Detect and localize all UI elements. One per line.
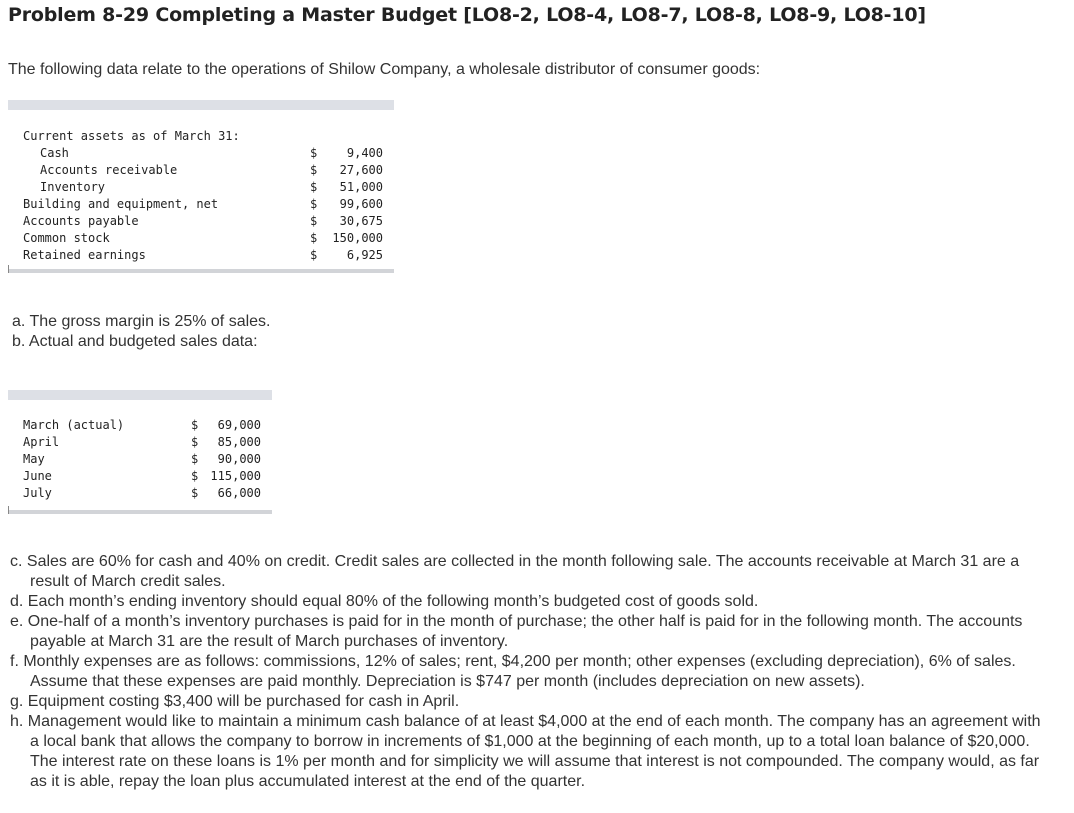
- row-amount: 85,000: [217, 435, 261, 449]
- row-label: June: [23, 469, 52, 483]
- row-label: Building and equipment, net: [23, 197, 219, 211]
- row-label: Current assets as of March 31:: [23, 129, 240, 143]
- table-row: [8, 485, 272, 502]
- note-f: f. Monthly expenses are as follows: commissions, 12% of sales; rent, $4,200 per month; other expenses (excluding depreciation), 6% of sales. Assume that these expenses are paid monthly. Depreciation is $747 per month (includes depreciation on new assets).: [10, 653, 1016, 690]
- table-row: [8, 247, 394, 264]
- table-row: [8, 434, 272, 451]
- dollar-sign: $: [310, 163, 318, 177]
- row-amount: 30,675: [339, 214, 383, 228]
- dollar-sign: $: [310, 197, 318, 211]
- dollar-sign: $: [310, 180, 318, 194]
- intro-text: The following data relate to the operations of Shilow Company, a wholesale distributor of consumer goods:: [8, 61, 761, 78]
- row-label: May: [23, 452, 45, 466]
- note-h: h. Management would like to maintain a minimum cash balance of at least $4,000 at the end of each month. The company has an agreement with a local bank that allows the company to borrow in increments of $1,000 at the beginning of each month, up to a total loan balance of $20,000. The interest rate on these loans is 1% per month and for simplicity we will assume that interest is not compounded. The company would, as far as it is able, repay the loan plus accumulated interest at the end of the quarter.: [10, 713, 1041, 790]
- note-g: g. Equipment costing $3,400 will be purchased for cash in April.: [10, 693, 460, 710]
- balance-table: [8, 100, 394, 273]
- table-row: [8, 451, 272, 468]
- dollar-sign: $: [310, 231, 318, 245]
- row-amount: 27,600: [339, 163, 383, 177]
- row-amount: 66,000: [217, 486, 261, 500]
- row-amount: 90,000: [217, 452, 261, 466]
- sales-table: [8, 390, 272, 514]
- row-label: March (actual): [23, 418, 125, 432]
- dollar-sign: $: [310, 248, 318, 262]
- dollar-sign: $: [191, 452, 199, 466]
- note-b: b. Actual and budgeted sales data:: [12, 333, 258, 350]
- note-a: a. The gross margin is 25% of sales.: [12, 313, 271, 330]
- table-row: [8, 230, 394, 247]
- note-c: c. Sales are 60% for cash and 40% on credit. Credit sales are collected in the month following sale. The accounts receivable at March 31 are a result of March credit sales.: [10, 553, 1020, 590]
- notes-a-b: [12, 312, 271, 352]
- table-row: [8, 468, 272, 485]
- dollar-sign: $: [191, 486, 199, 500]
- row-label: Common stock: [23, 231, 110, 245]
- row-label: Accounts payable: [23, 214, 139, 228]
- row-amount: 150,000: [332, 231, 383, 245]
- table-corner-mark: [8, 506, 9, 514]
- table-row: [8, 213, 394, 230]
- dollar-sign: $: [191, 435, 199, 449]
- table-row: [8, 162, 394, 179]
- problem-title: Problem 8-29 Completing a Master Budget [LO8-2, LO8-4, LO8-7, LO8-8, LO8-9, LO8-10]: [8, 4, 926, 26]
- row-label: Cash: [40, 146, 69, 160]
- dollar-sign: $: [191, 418, 199, 432]
- row-amount: 115,000: [210, 469, 261, 483]
- dollar-sign: $: [310, 214, 318, 228]
- row-label: July: [23, 486, 52, 500]
- note-e: e. One-half of a month’s inventory purchases is paid for in the month of purchase; the other half is paid for in the following month. The accounts payable at March 31 are the result of March purchases of inventory.: [10, 613, 1023, 650]
- note-d: d. Each month’s ending inventory should equal 80% of the following month’s budgeted cost of goods sold.: [10, 593, 759, 610]
- row-label: Retained earnings: [23, 248, 146, 262]
- row-amount: 99,600: [339, 197, 383, 211]
- dollar-sign: $: [191, 469, 199, 483]
- row-amount: 9,400: [346, 146, 383, 160]
- table-row: [8, 145, 394, 162]
- row-label: Accounts receivable: [40, 163, 178, 177]
- notes-list: [10, 552, 1050, 792]
- row-label: April: [23, 435, 60, 449]
- table-row: [8, 417, 272, 434]
- table-corner-mark: [8, 265, 9, 273]
- row-label: Inventory: [40, 180, 106, 194]
- table-row: [8, 179, 394, 196]
- table-row: [8, 128, 394, 145]
- row-amount: 69,000: [217, 418, 261, 432]
- row-amount: 51,000: [339, 180, 383, 194]
- dollar-sign: $: [310, 146, 318, 160]
- table-row: [8, 196, 394, 213]
- row-amount: 6,925: [346, 248, 383, 262]
